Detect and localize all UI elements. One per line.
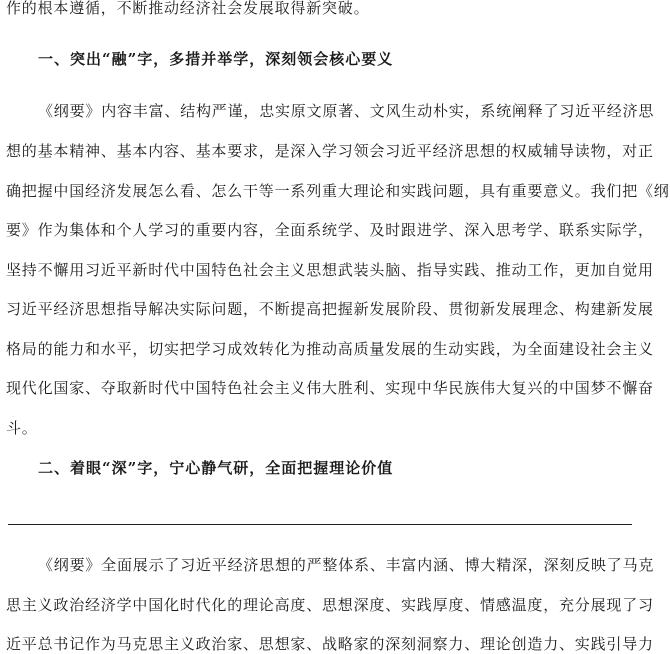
paragraph-line: 《纲要》全面展示了习近平经济思想的严整体系、丰富内涵、博大精深，深刻反映了马克 — [38, 556, 655, 574]
paragraph-line: 想的基本精神、基本内容、基本要求，是深入学习领会习近平经济思想的权威辅导读物，对正 — [6, 142, 654, 160]
section-heading-2: 二、着眼“深”字，宁心静气研，全面把握理论价值 — [38, 459, 394, 477]
paragraph-line: 格局的能力和水平，切实把学习成效转化为推动高质量发展的生动实践，为全面建设社会主义 — [6, 340, 654, 358]
paragraph-line: 思主义政治经济学中国化时代化的理论高度、思想深度、实践厚度、情感温度，充分展现了习 — [6, 596, 654, 614]
paragraph-line: 确把握中国经济发展怎么看、怎么干等一系列重大理论和实践问题，具有重要意义。我们把《纲 — [6, 182, 670, 200]
paragraph-line: 《纲要》内容丰富、结构严谨，忠实原文原著、文风生动朴实，系统阐释了习近平经济思 — [38, 102, 655, 120]
paragraph-line: 现代化国家、夺取新时代中国特色社会主义伟大胜利、实现中华民族伟大复兴的中国梦不懈奋 — [6, 379, 654, 397]
paragraph-line: 要》作为集体和个人学习的重要内容，全面系统学、及时跟进学、深入思考学、联系实际学， — [6, 221, 654, 239]
section-heading-1: 一、突出“融”字，多措并举学，深刻领会核心要义 — [38, 50, 394, 68]
paragraph-line: 作的根本遵循，不断推动经济社会发展取得新突破。 — [6, 0, 370, 17]
paragraph-line: 近平总书记作为马克思主义政治家、思想家、战略家的深刻洞察力、理论创造力、实践引导力 — [6, 635, 654, 653]
paragraph-line: 坚持不懈用习近平新时代中国特色社会主义思想武装头脑、指导实践、推动工作，更加自觉用 — [6, 261, 654, 279]
paragraph-line: 习近平经济思想指导解决实际问题，不断提高把握新发展阶段、贯彻新发展理念、构建新发展 — [6, 300, 654, 318]
paragraph-line: 斗。 — [6, 419, 38, 437]
page-divider — [8, 524, 632, 525]
